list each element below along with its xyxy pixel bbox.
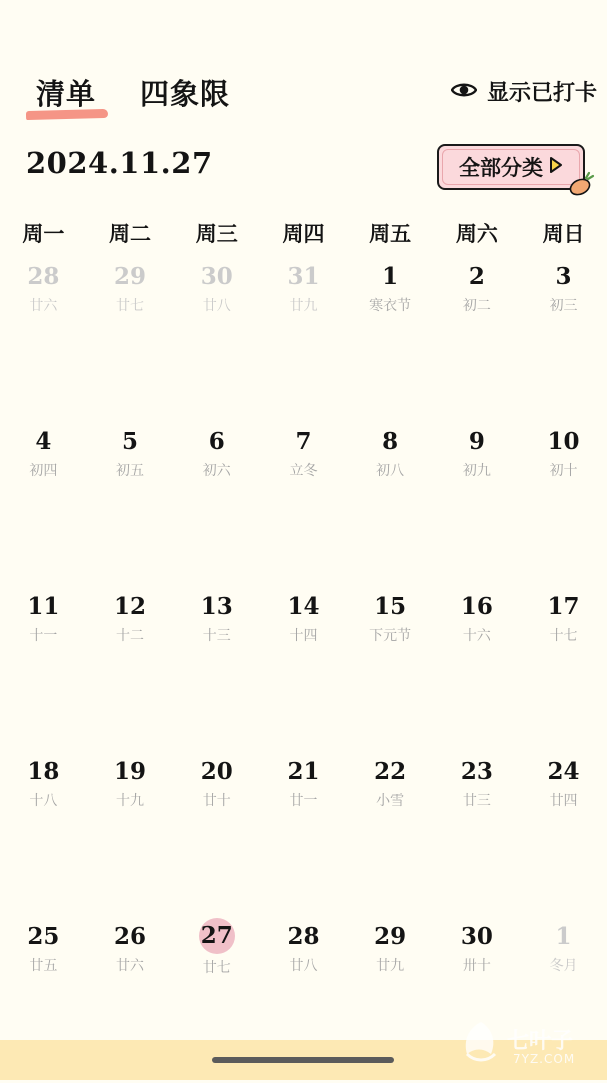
day-cell[interactable]: [87, 258, 174, 423]
lunar-date: 初六: [202, 463, 231, 479]
day-number: 18: [27, 758, 60, 785]
day-cell[interactable]: [434, 588, 521, 753]
calendar-grid: [0, 258, 607, 1083]
day-cell[interactable]: [0, 423, 87, 588]
lunar-date: 廿四: [549, 793, 578, 809]
lunar-date: 十六: [462, 628, 491, 644]
lunar-date: 廿六: [116, 958, 145, 974]
lunar-date: 廿七: [116, 298, 145, 314]
lunar-date: 下元节: [369, 628, 412, 644]
day-number: 6: [208, 428, 225, 455]
day-number: 1: [555, 923, 572, 950]
day-number: 2: [468, 263, 485, 290]
day-number: 20: [200, 758, 233, 785]
day-number: 25: [27, 923, 60, 950]
day-number: 1: [382, 263, 399, 290]
lunar-date: 廿三: [462, 793, 491, 809]
day-cell[interactable]: [347, 258, 434, 423]
day-cell[interactable]: [87, 423, 174, 588]
day-number: 31: [287, 263, 320, 290]
lunar-date: 初四: [29, 463, 58, 479]
weekday-thu: 周四: [282, 221, 325, 246]
lunar-date: 廿八: [202, 298, 231, 314]
day-cell[interactable]: [520, 588, 607, 753]
play-triangle-icon: [549, 156, 563, 178]
day-number: 15: [374, 593, 407, 620]
day-number: 28: [27, 263, 60, 290]
lunar-date: 小雪: [376, 793, 405, 809]
lunar-date: 廿八: [289, 958, 318, 974]
lunar-date: 初五: [116, 463, 145, 479]
show-checked-in-toggle[interactable]: [451, 76, 597, 107]
watermark-logo: [457, 1018, 597, 1074]
watermark-subtitle: 7YZ.COM: [513, 1052, 576, 1066]
day-number: 8: [382, 428, 399, 455]
weekday-sun: 周日: [542, 221, 585, 246]
carrot-icon: [567, 170, 595, 202]
date-row: [0, 140, 607, 200]
day-cell[interactable]: [260, 753, 347, 918]
day-number: 10: [547, 428, 580, 455]
day-number: 22: [374, 758, 407, 785]
day-cell[interactable]: [434, 753, 521, 918]
status-bar: [0, 0, 607, 44]
lunar-date: 卅十: [462, 958, 491, 974]
tab-list-label: 清单: [36, 77, 97, 111]
day-number: 9: [468, 428, 485, 455]
day-number: 30: [200, 263, 233, 290]
day-cell[interactable]: [520, 258, 607, 423]
lunar-date: 初十: [549, 463, 578, 479]
lunar-date: 初九: [462, 463, 491, 479]
day-number: 17: [547, 593, 580, 620]
day-number: 3: [555, 263, 572, 290]
day-cell[interactable]: [434, 423, 521, 588]
day-cell[interactable]: [520, 753, 607, 918]
day-cell[interactable]: [260, 588, 347, 753]
current-date-title: 2024.11.27: [26, 146, 213, 180]
day-number: 16: [460, 593, 493, 620]
day-cell[interactable]: [347, 588, 434, 753]
lunar-date: 初二: [462, 298, 491, 314]
day-number: 13: [200, 593, 233, 620]
day-number: 24: [547, 758, 580, 785]
day-cell[interactable]: [434, 258, 521, 423]
weekday-fri: 周五: [369, 221, 412, 246]
header: [0, 66, 607, 116]
day-cell[interactable]: [173, 423, 260, 588]
day-number: 29: [114, 263, 147, 290]
week-row: [0, 588, 607, 753]
day-number: 11: [27, 593, 60, 620]
lunar-date: 廿七: [202, 960, 231, 976]
tab-quadrant[interactable]: [140, 72, 230, 113]
day-cell[interactable]: [87, 588, 174, 753]
day-number: 26: [114, 923, 147, 950]
day-number: 14: [287, 593, 320, 620]
day-cell[interactable]: [87, 753, 174, 918]
day-cell[interactable]: [173, 588, 260, 753]
day-cell[interactable]: [520, 423, 607, 588]
lunar-date: 十二: [116, 628, 145, 644]
tab-list[interactable]: [36, 72, 96, 113]
day-number: 7: [295, 428, 312, 455]
lunar-date: 十八: [29, 793, 58, 809]
weekday-tue: 周二: [109, 221, 152, 246]
eye-icon: [451, 81, 477, 103]
day-number: 5: [122, 428, 139, 455]
day-cell[interactable]: [0, 588, 87, 753]
lunar-date: 冬月: [549, 958, 578, 974]
lunar-date: 廿九: [376, 958, 405, 974]
lunar-date: 立冬: [289, 463, 318, 479]
tab-quadrant-label: 四象限: [140, 77, 231, 111]
day-number: 29: [374, 923, 407, 950]
day-number: 23: [460, 758, 493, 785]
all-categories-label: 全部分类: [459, 155, 543, 180]
day-cell[interactable]: [260, 423, 347, 588]
home-indicator[interactable]: [212, 1057, 394, 1063]
day-number: 12: [114, 593, 147, 620]
day-cell[interactable]: [0, 258, 87, 423]
weekday-mon: 周一: [22, 221, 65, 246]
day-cell[interactable]: [260, 258, 347, 423]
lunar-date: 廿一: [289, 793, 318, 809]
day-cell[interactable]: [347, 753, 434, 918]
show-checked-in-label: 显示已打卡: [486, 80, 597, 106]
day-number: 28: [287, 923, 320, 950]
lunar-date: 十九: [116, 793, 145, 809]
lunar-date: 廿十: [202, 793, 231, 809]
watermark-title: 七叶子: [507, 1029, 574, 1054]
lunar-date: 廿六: [29, 298, 58, 314]
lunar-date: 初三: [549, 298, 578, 314]
week-row: [0, 258, 607, 423]
weekday-sat: 周六: [455, 221, 498, 246]
week-row: [0, 423, 607, 588]
day-number: 30: [460, 923, 493, 950]
day-cell[interactable]: [173, 258, 260, 423]
lunar-date: 十三: [202, 628, 231, 644]
lunar-date: 十七: [549, 628, 578, 644]
day-number: 4: [35, 428, 52, 455]
week-row: [0, 753, 607, 918]
weekday-header: [0, 218, 607, 252]
lunar-date: 十一: [29, 628, 58, 644]
all-categories-button[interactable]: [437, 144, 585, 190]
day-cell[interactable]: [173, 753, 260, 918]
lunar-date: 初八: [376, 463, 405, 479]
weekday-wed: 周三: [195, 221, 238, 246]
lunar-date: 十四: [289, 628, 318, 644]
day-number: 27: [199, 918, 235, 954]
lunar-date: 廿九: [289, 298, 318, 314]
lunar-date: 寒衣节: [369, 298, 412, 314]
day-number: 19: [114, 758, 147, 785]
day-number: 21: [287, 758, 320, 785]
day-cell[interactable]: [0, 753, 87, 918]
lunar-date: 廿五: [29, 958, 58, 974]
day-cell[interactable]: [347, 423, 434, 588]
